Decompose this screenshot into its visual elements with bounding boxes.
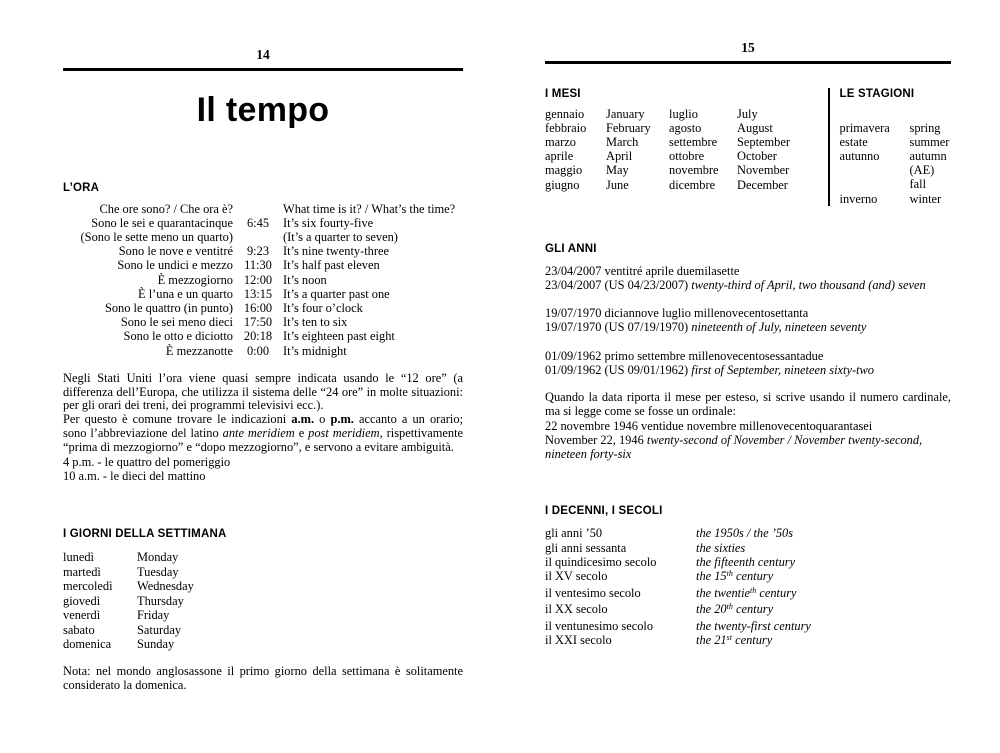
decade-row [545, 569, 951, 585]
day-english: Saturday [137, 622, 182, 637]
season-italian [840, 163, 910, 191]
decade-row [545, 602, 951, 618]
month-italian-1: marzo [545, 134, 576, 149]
section-heading-stagioni: LE STAGIONI [839, 87, 915, 100]
time-english: It’s nine twenty-three [283, 244, 389, 259]
time-english: It’s six fourty-five [283, 215, 374, 230]
time-italian: Sono le nove e ventitré [118, 244, 233, 259]
section-heading-giorni: I GIORNI DELLA SETTIMANA [63, 527, 227, 540]
chapter-title: Il tempo [196, 90, 330, 129]
month-row [545, 121, 828, 135]
time-24h: 11:30 [244, 258, 272, 273]
date-example-group [545, 306, 951, 334]
decade-italian: il XV secolo [545, 569, 608, 584]
decade-english: the twentie$^{th}$ century [696, 585, 797, 600]
decade-italian: gli anni sessanta [545, 540, 627, 555]
date-example-group [545, 349, 951, 377]
decade-italian: il XXI secolo [545, 632, 612, 647]
time-row [63, 315, 463, 329]
date-italian-line: 23/04/2007 ventitré aprile duemilasette [545, 263, 740, 278]
month-english-1: June [606, 177, 629, 192]
section-heading-decenni: I DECENNI, I SECOLI [545, 505, 663, 518]
time-row [63, 329, 463, 343]
decade-italian: gli anni ’50 [545, 526, 603, 541]
month-italian-2: settembre [669, 134, 718, 149]
section-heading-ora: L’ORA [63, 181, 100, 194]
date-italian-line: 19/07/1970 diciannove luglio millenovecentosettanta [545, 306, 809, 321]
decade-english: the sixties [696, 540, 746, 555]
month-english-2: October [737, 149, 777, 164]
time-row [63, 230, 463, 244]
season-italian: autunno [839, 148, 880, 163]
date-english-line: 01/09/1962 (US 09/01/1962) first of September, nineteen sixty-two [545, 362, 875, 377]
header-rule [63, 68, 463, 71]
month-english-1: May [606, 163, 629, 178]
decade-row [545, 619, 951, 633]
time-english: It’s eighteen past eight [283, 329, 395, 344]
month-row [545, 163, 828, 177]
time-row [63, 344, 463, 358]
date-english-line: 19/07/1970 (US 07/19/1970) nineteenth of July, nineteen seventy [545, 320, 867, 335]
time-english: It’s ten to six [283, 315, 348, 330]
time-italian: È l’una e un quarto [138, 286, 233, 301]
time-row [63, 244, 463, 258]
decade-english: the 15th century [696, 569, 774, 584]
time-24h: 20:18 [243, 329, 273, 344]
day-italian: martedì [63, 564, 101, 579]
decade-italian: il quindicesimo secolo [545, 554, 657, 569]
seasons-section [830, 88, 952, 206]
month-row [545, 149, 828, 163]
time-24h: 16:00 [243, 300, 273, 315]
season-english: winter [909, 191, 942, 206]
decade-italian: il ventesimo secolo [545, 585, 641, 600]
season-english: summer [909, 134, 950, 149]
day-row [63, 565, 463, 580]
page-14 [63, 0, 463, 693]
time-english: (It’s a quarter to seven) [283, 229, 398, 244]
day-row [63, 623, 463, 638]
month-english-1: January [606, 106, 645, 121]
season-row [840, 192, 952, 206]
month-italian-1: febbraio [545, 120, 587, 135]
day-english: Monday [137, 549, 179, 564]
day-english: Wednesday [137, 579, 194, 594]
time-24h: 13:15 [243, 286, 273, 301]
months-section [545, 88, 828, 206]
season-italian: inverno [839, 191, 878, 206]
day-row [63, 579, 463, 594]
decade-row [545, 526, 951, 540]
time-row [63, 287, 463, 301]
month-italian-1: aprile [545, 149, 574, 164]
decade-english: the 1950s / the ’50s [696, 526, 794, 541]
time-row [63, 301, 463, 315]
date-example-group [545, 264, 951, 292]
day-english: Sunday [137, 637, 175, 652]
decade-english: the twenty-first century [696, 618, 811, 633]
day-italian: giovedì [63, 593, 101, 608]
time-row [63, 202, 463, 216]
time-italian: Sono le quattro (in punto) [104, 300, 233, 315]
decade-italian: il XX secolo [545, 602, 608, 617]
example-22-novembre: 22 novembre 1946 ventidue novembre millenovecentoquarantasei [545, 418, 873, 433]
month-italian-2: luglio [669, 106, 698, 121]
page-15 [545, 0, 951, 649]
time-24h: 6:45 [246, 215, 270, 230]
time-row [63, 216, 463, 230]
time-english: It’s a quarter past one [283, 286, 390, 301]
time-italian: È mezzanotte [165, 343, 233, 358]
section-heading-anni: GLI ANNI [545, 242, 597, 255]
time-english: It’s half past eleven [283, 258, 380, 273]
time-italian: Sono le sei e quarantacinque [91, 215, 233, 230]
time-row [63, 258, 463, 272]
example-4pm: 4 p.m. - le quattro del pomeriggio [63, 454, 231, 469]
month-row [545, 178, 828, 192]
paragraph-am-pm: Per questo è comune trovare le indicazioni a.m. o p.m. accanto a un orario; sono l’abbreviazione del latino ante meridiem e post meridiem, rispettivamente “prima di mezzogiorno” e “dopo mezzogiorno”, e servono a evitare ambiguità. [63, 412, 464, 454]
time-24h [233, 202, 283, 216]
time-italian: Sono le sei meno dieci [120, 315, 233, 330]
season-english: (AE) fall [909, 163, 935, 192]
season-english: autumn [909, 148, 947, 163]
time-italian: Sono le otto e diciotto [123, 329, 233, 344]
day-english: Friday [137, 608, 170, 623]
time-english: It’s four o’clock [283, 300, 363, 315]
month-english-1: March [606, 134, 639, 149]
season-row [840, 163, 952, 191]
date-italian-line: 01/09/1962 primo settembre millenovecentosessantadue [545, 348, 824, 363]
day-row [63, 608, 463, 623]
season-italian: estate [839, 134, 868, 149]
paragraph-12-24-ore: Negli Stati Uniti l’ora viene quasi sempre indicata usando le “12 ore” (a differenza dell’Europa, che utilizza il sistema delle “24 ore” in molte situazioni: per gli orari dei treni, dei programmi televisivi ecc.). [63, 370, 463, 413]
time-table [63, 202, 463, 358]
decade-english: the 20th century [696, 602, 774, 617]
season-english: spring [909, 120, 941, 135]
decade-english: the fifteenth century [696, 554, 796, 569]
decade-italian: il ventunesimo secolo [545, 618, 654, 633]
month-english-2: November [737, 163, 790, 178]
time-24h: 0:00 [246, 343, 270, 358]
time-24h [233, 230, 283, 244]
date-examples [545, 264, 951, 377]
decades-table [545, 526, 951, 649]
month-english-2: December [737, 177, 788, 192]
day-row [63, 550, 463, 565]
paragraph-date-reading: Quando la data riporta il mese per esteso, si scrive usando il numero cardinale, ma si legge come se fosse un ordinale: [545, 389, 951, 418]
time-row [63, 273, 463, 287]
example-november-22: November 22, 1946 twenty-second of November / November twenty-second, nineteen forty-six [545, 432, 923, 461]
day-italian: sabato [63, 622, 95, 637]
time-24h: 12:00 [243, 272, 273, 287]
month-italian-2: novembre [669, 163, 719, 178]
section-heading-mesi: I MESI [545, 87, 581, 100]
time-italian: È mezzogiorno [157, 272, 233, 287]
day-italian: venerdì [63, 608, 101, 623]
time-italian: Sono le undici e mezzo [117, 258, 233, 273]
header-rule [545, 61, 951, 64]
page-number: 15 [741, 40, 755, 55]
day-english: Tuesday [137, 564, 179, 579]
month-row [545, 107, 828, 121]
months-table [545, 107, 828, 192]
seasons-table [840, 121, 952, 206]
time-24h: 9:23 [246, 244, 270, 259]
month-italian-1: maggio [545, 163, 583, 178]
page-number: 14 [256, 47, 270, 62]
season-italian: primavera [839, 120, 890, 135]
month-italian-2: ottobre [669, 149, 705, 164]
month-english-1: April [606, 149, 633, 164]
day-row [63, 637, 463, 652]
month-english-2: September [737, 134, 790, 149]
time-italian: Che ore sono? / Che ora è? [99, 201, 233, 216]
decade-english: the 21st century [696, 632, 773, 647]
time-italian: (Sono le sette meno un quarto) [80, 229, 233, 244]
month-english-2: August [737, 120, 773, 135]
decade-row [545, 555, 951, 569]
day-english: Thursday [137, 593, 184, 608]
day-italian: domenica [63, 637, 112, 652]
month-italian-1: giugno [545, 177, 580, 192]
days-table [63, 550, 463, 652]
time-english: What time is it? / What’s the time? [283, 201, 456, 216]
time-24h: 17:50 [243, 315, 273, 330]
time-english: It’s noon [283, 272, 327, 287]
season-row [840, 135, 952, 149]
month-italian-2: agosto [669, 120, 702, 135]
decade-row [545, 541, 951, 555]
time-english: It’s midnight [283, 343, 347, 358]
date-english-line: 23/04/2007 (US 04/23/2007) twenty-third of April, two thousand (and) seven [545, 277, 926, 292]
example-10am: 10 a.m. - le dieci del mattino [63, 468, 206, 483]
month-english-2: July [737, 106, 758, 121]
day-row [63, 594, 463, 609]
day-italian: lunedì [63, 549, 94, 564]
season-row [840, 149, 952, 163]
month-row [545, 135, 828, 149]
decade-row [545, 586, 951, 602]
season-row [840, 121, 952, 135]
month-italian-1: gennaio [545, 106, 585, 121]
decade-row [545, 633, 951, 649]
month-english-1: February [606, 120, 651, 135]
note-paragraph: Nota: nel mondo anglosassone il primo giorno della settimana è solitamente considerato la domenica. [63, 664, 463, 692]
month-italian-2: dicembre [669, 177, 716, 192]
months-seasons-row [545, 88, 951, 206]
day-italian: mercoledì [63, 579, 113, 594]
